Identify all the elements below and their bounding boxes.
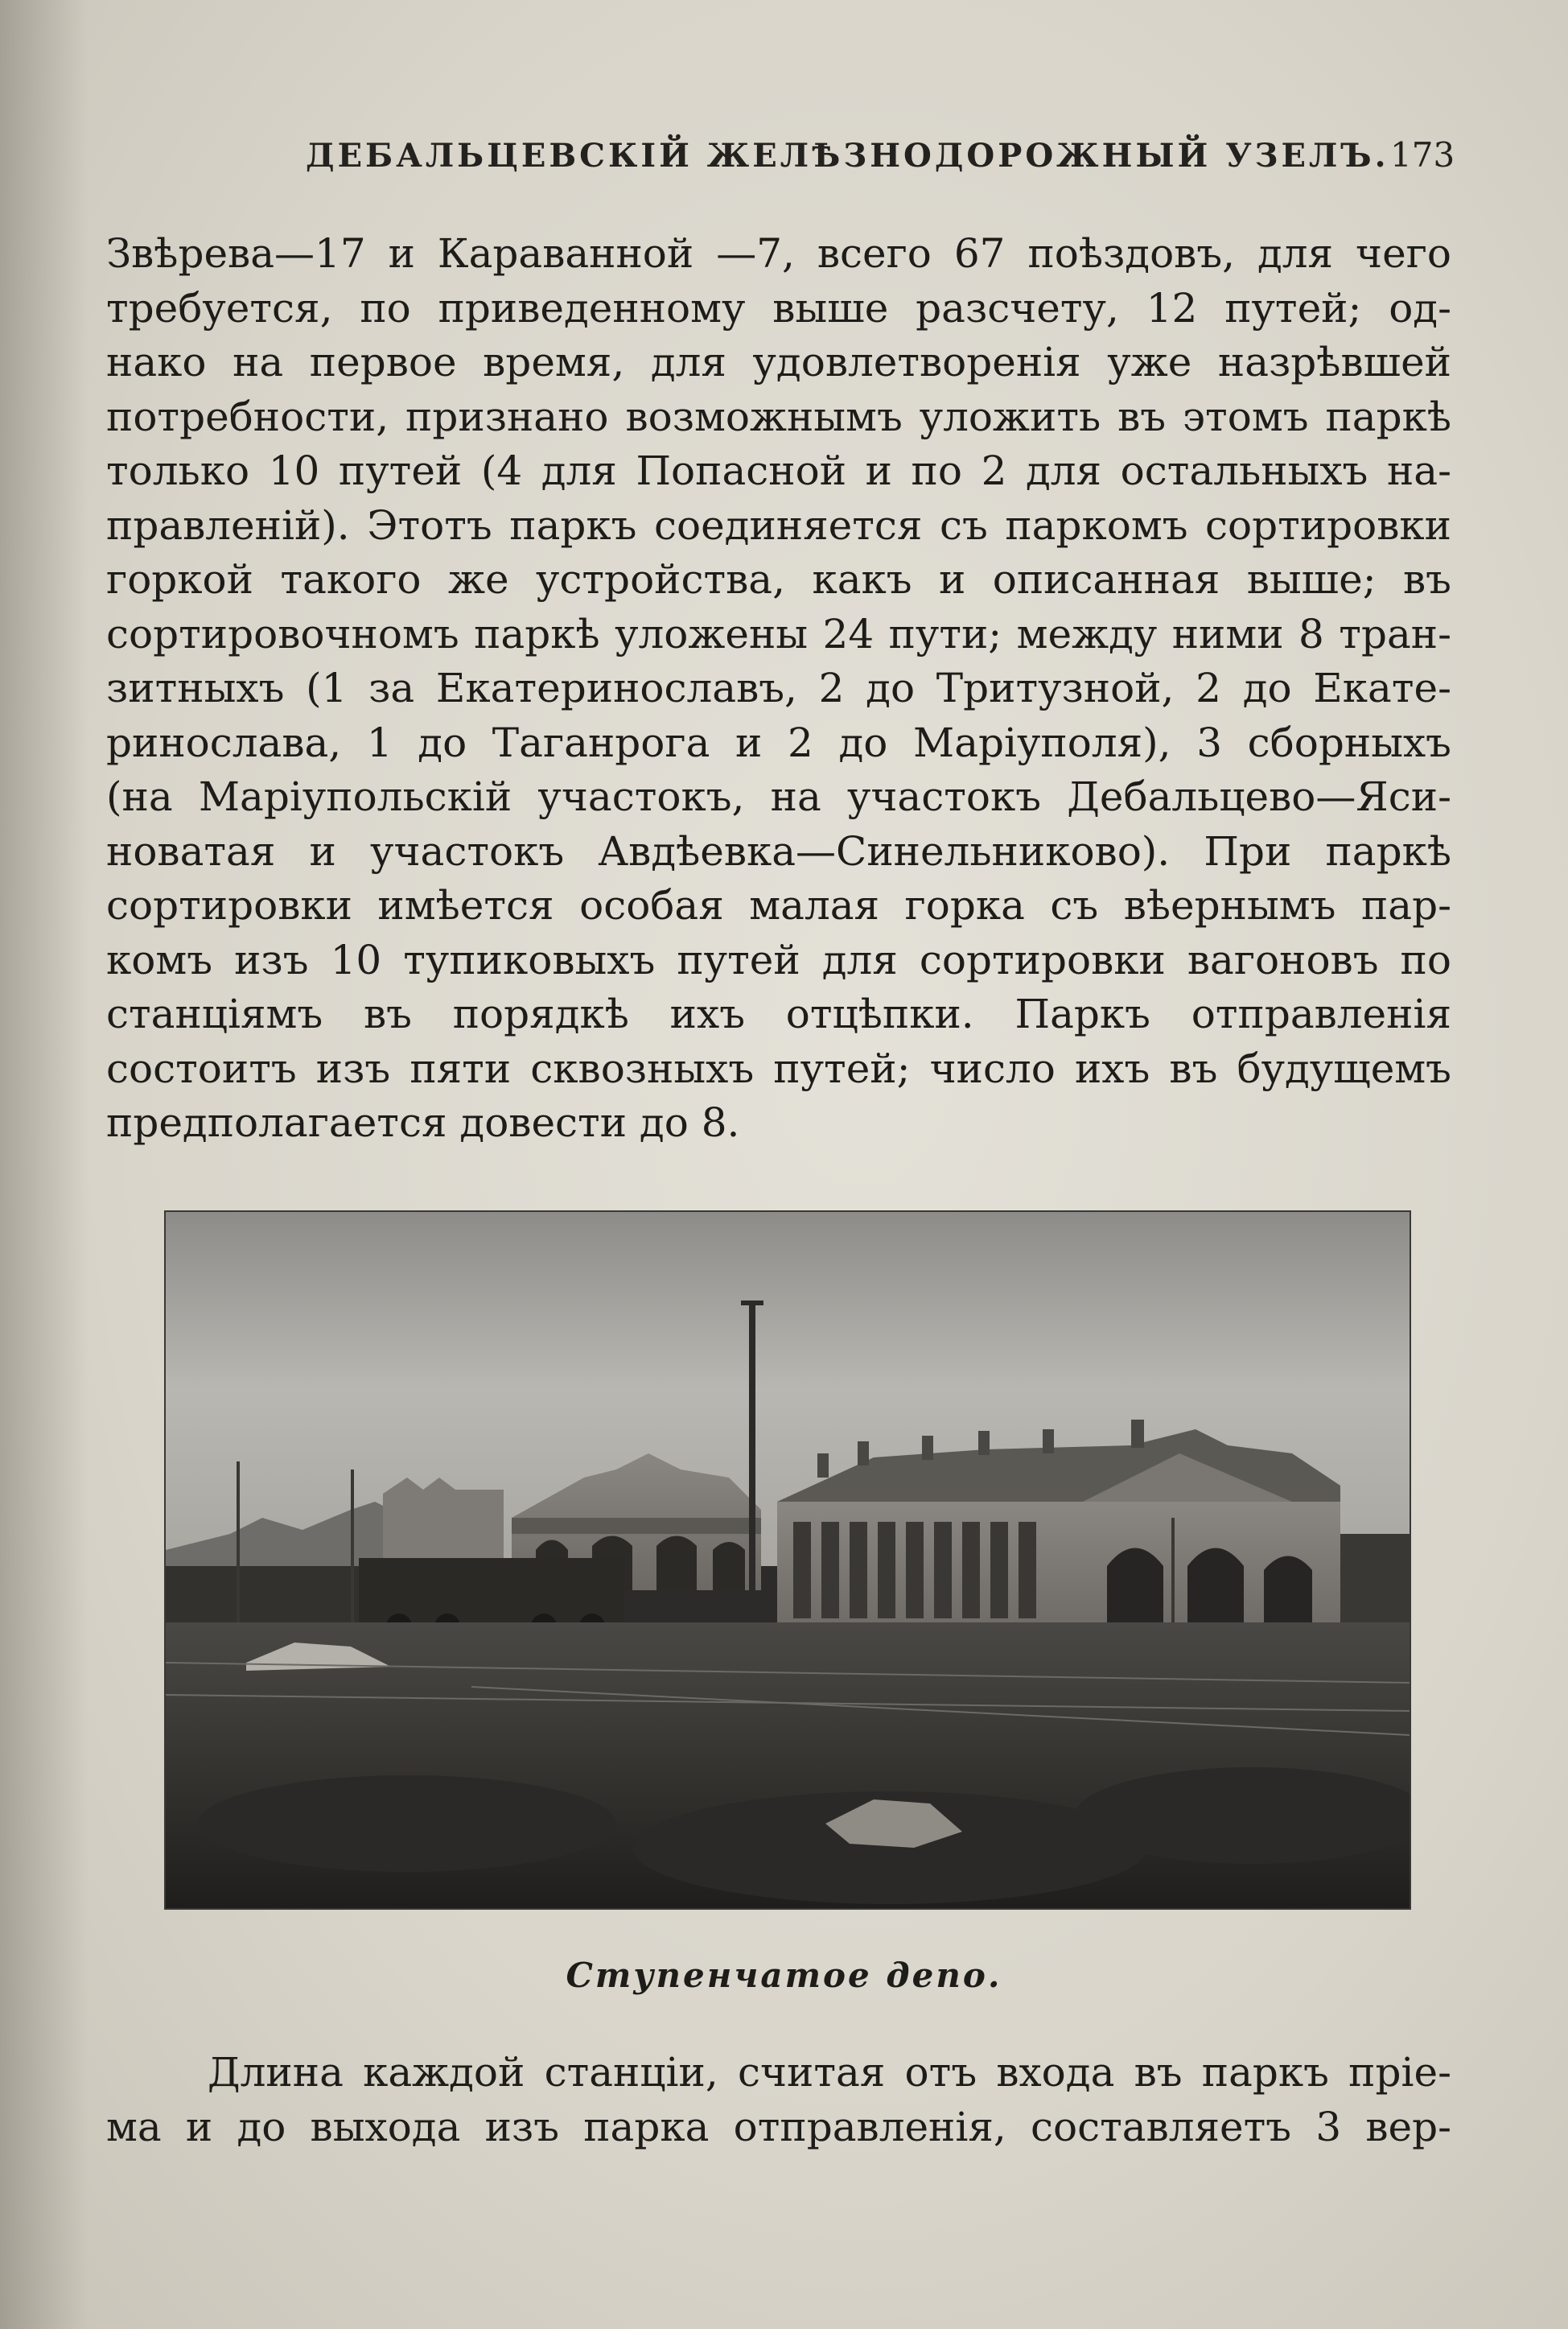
text-line: ма и до выхода изъ парка отправленія, составляетъ 3 вер-: [106, 2103, 1451, 2150]
text-line: потребности, признано возможнымъ уложить въ этомъ паркѣ: [106, 393, 1451, 440]
text-line: правленій). Этотъ паркъ соединяется съ паркомъ сортировки: [106, 501, 1451, 549]
running-title: ДЕБАЛЬЦЕВСКІЙ ЖЕЛѢЗНОДОРОЖНЫЙ УЗЕЛЪ.: [306, 137, 1389, 175]
text-line: зитныхъ (1 за Екатеринославъ, 2 до Тритузной, 2 до Екате-: [106, 665, 1451, 711]
text-line: сортировки имѣется особая малая горка съ вѣернымъ пар-: [106, 882, 1451, 929]
figure-caption: Ступенчатое депо.: [566, 1956, 1002, 1995]
depot-photograph: [166, 1212, 1410, 1908]
text-line: комъ изъ 10 тупиковыхъ путей для сортировки вагоновъ по: [106, 936, 1451, 983]
text-line: сортировочномъ паркѣ уложены 24 пути; между ними 8 тран-: [106, 610, 1451, 657]
text-line: предполагается довести до 8.: [106, 1099, 740, 1146]
text-line: новатая и участокъ Авдѣевка—Синельниково). При паркѣ: [106, 827, 1451, 875]
body-text-bottom: [106, 2046, 1451, 2154]
text-line: нако на первое время, для удовлетворенія уже назрѣвшей: [106, 339, 1451, 385]
page-number: 173: [1390, 135, 1455, 175]
text-line: (на Маріупольскій участокъ, на участокъ Дебальцево—Яси-: [106, 773, 1451, 820]
text-line: состоитъ изъ пяти сквозныхъ путей; число ихъ въ будущемъ: [106, 1045, 1451, 1092]
body-text-top: [106, 227, 1451, 1151]
depot-photo-illustration: [166, 1212, 1410, 1908]
text-line: станціямъ въ порядкѣ ихъ отцѣпки. Паркъ отправленія: [106, 991, 1451, 1037]
text-line: требуется, по приведенному выше разсчету, 12 путей; од-: [106, 284, 1451, 332]
text-line: Длина каждой станціи, считая отъ входа въ паркъ пріе-: [208, 2049, 1451, 2096]
text-line: только 10 путей (4 для Попасной и по 2 для остальныхъ на-: [106, 447, 1451, 494]
text-line: ринослава, 1 до Таганрога и 2 до Маріуполя), 3 сборныхъ: [106, 719, 1451, 766]
text-line: Звѣрева—17 и Караванной —7, всего 67 поѣздовъ, для чего: [106, 230, 1451, 277]
text-line: горкой такого же устройства, какъ и описанная выше; въ: [106, 556, 1451, 603]
